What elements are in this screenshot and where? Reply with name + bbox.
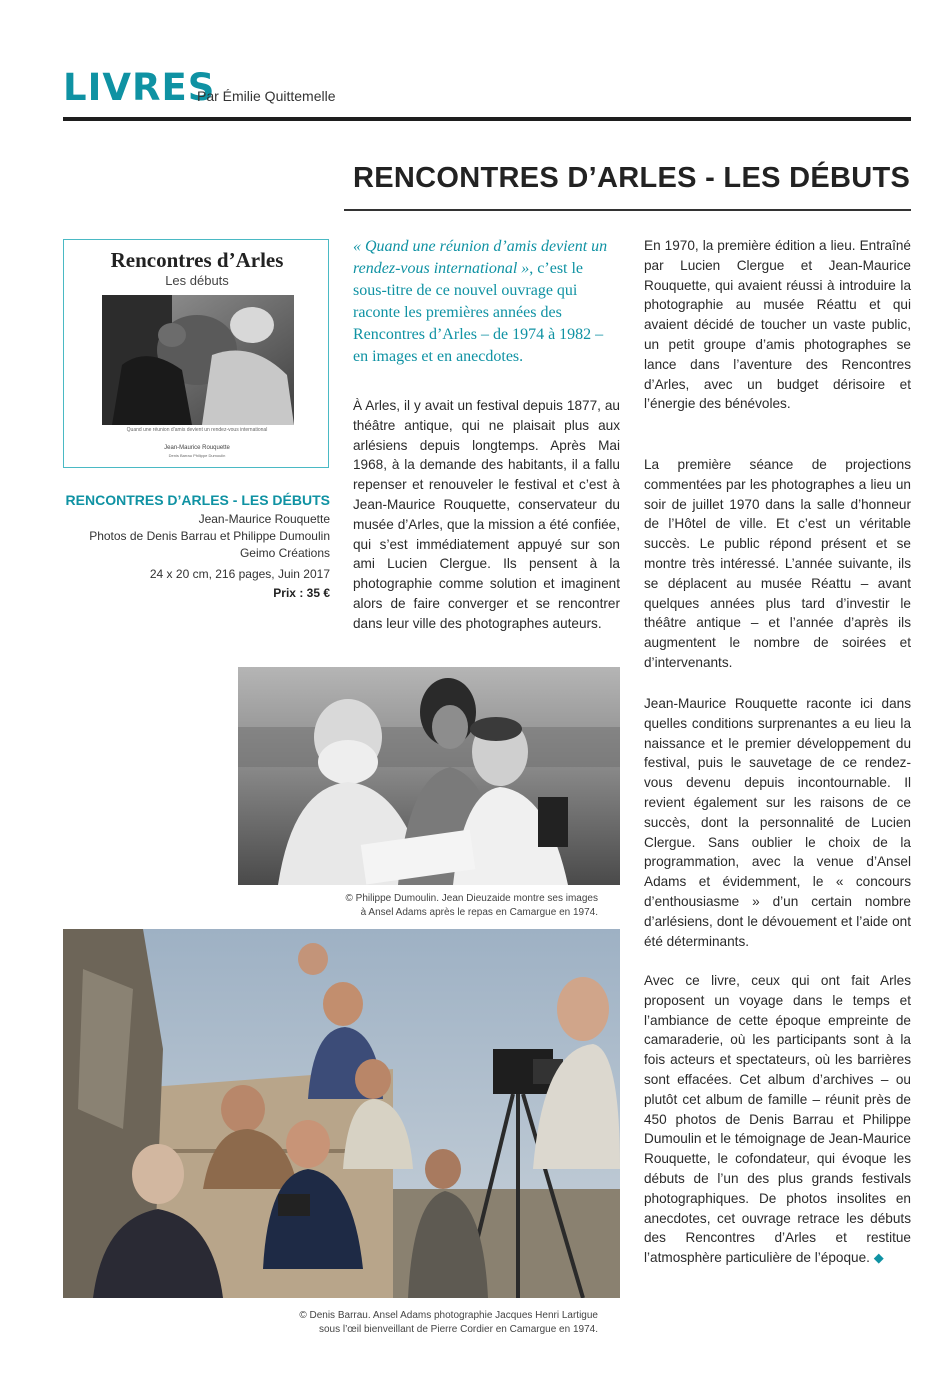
intro-rest: , c’est le sous-titre de ce nouvel ouvrage qui raconte les premières années des Rencontres d’Arles – de 1974 à 1982 – en images et en anecdotes. <box>353 260 604 365</box>
photo-dieuzaide-adams <box>238 667 620 885</box>
book-info-photos: Photos de Denis Barrau et Philippe Dumoulin <box>89 529 330 543</box>
photo-2-image <box>63 929 620 1298</box>
header-rule <box>63 117 911 121</box>
cover-photographers: Denis Barrau Philippe Dumoulin <box>168 453 226 458</box>
cover-title: Rencontres d’Arles <box>110 248 284 272</box>
book-info-details: 24 x 20 cm, 216 pages, Juin 2017 <box>149 567 330 581</box>
cover-tagline: Quand une réunion d’amis devient un rendez-vous international <box>126 427 268 433</box>
photo-2-caption-line-1: © Denis Barrau. Ansel Adams photographie Jacques Henri Lartigue <box>299 1310 598 1321</box>
photo-2-caption-line-2: sous l’œil bienveillant de Pierre Cordier en Camargue en 1974. <box>318 1324 598 1335</box>
cover-photo <box>102 295 294 425</box>
book-info-price: Prix : 35 € <box>273 586 330 600</box>
book-cover <box>63 239 329 468</box>
book-info-title: RENCONTRES D’ARLES - LES DÉBUTS <box>65 492 330 508</box>
book-info-author: Jean-Maurice Rouquette <box>198 512 330 526</box>
body-paragraph-2: En 1970, la première édition a lieu. Entraîné par Lucien Clergue et Jean-Maurice Rouquette, qui avaient réussi à introduire la photographie au musée Réattu et qui avaient décidé de toucher un vaste public, un petit groupe d’amis photographes se lance dans l’aventure des Rencontres d’Arles, avec un budget dérisoire et l’énergie des bénévoles. <box>644 238 911 412</box>
photo-1-caption-line-2: à Ansel Adams après le repas en Camargue en 1974. <box>360 907 598 918</box>
photo-1-image <box>238 667 620 885</box>
cover-subtitle: Les débuts <box>165 273 229 288</box>
intro-quote: « Quand une réunion d’amis devient un rendez-vous international » <box>353 238 608 277</box>
byline: Par Émilie Quittemelle <box>197 88 336 104</box>
cover-author: Jean-Maurice Rouquette <box>164 445 230 451</box>
photo-adams-lartigue <box>63 929 620 1298</box>
title-rule <box>344 209 911 211</box>
body-paragraph-5 <box>644 971 911 1268</box>
body-paragraph-5-text: Avec ce livre, ceux qui ont fait Arles proposent un voyage dans le temps et l’ambiance de cette époque empreinte de camaraderie, où les participants sont à la fois acteurs et spectateurs, où les barrières sont effacées. Cet album d’archives – ou plutôt cet album de famille – réunit près de 450 photos de Denis Barrau et Philippe Dumoulin et le témoignage de Jean-Maurice Rouquette, le cofondateur, qui évoque les débuts de l’un des plus grands festivals photographiques. De photos insolites en anecdotes, cet ouvrage retrace les débuts des Rencontres d’Arles et restitue l’atmosphère particulière de l’époque. <box>644 973 911 1266</box>
end-diamond-icon: ◆ <box>873 1250 884 1266</box>
body-paragraph-4: Jean-Maurice Rouquette raconte ici dans quelles conditions surprenantes a eu lieu la naissance et le premier développement du festival, puis le sauvetage de ce rendez-vous devenu depuis incontournable. Il revient également sur les raisons de ce succès, dont la personnalité de Lucien Clergue. Sans oublier le choix de la programmation, avec la venue d’Ansel Adams et évidemment, le « concours d’enthousiasme » d’un certain nombre d’arlésiens, dont le dévouement et l’aide ont été déterminants. <box>644 696 911 949</box>
body-paragraph-3: La première séance de projections commentées par les photographes a lieu un soir de juillet 1970 dans la salle d’honneur de l’Hôtel de ville. Et c’est un véritable succès. Le public répond présent et se montre très intéressé. L’année suivante, ils se déplacent au musée Réattu – avant quelques années plus tard d’investir le théâtre antique – et l’année d’après ils augmentent le nombre de soirées et d’intervenants. <box>644 457 911 670</box>
photo-1-caption-line-1: © Philippe Dumoulin. Jean Dieuzaide montre ses images <box>345 893 598 904</box>
book-info-publisher: Geimo Créations <box>239 546 330 560</box>
intro-paragraph <box>353 236 618 368</box>
article-title: RENCONTRES D’ARLES - LES DÉBUTS <box>353 162 911 194</box>
section-title: LIVRES <box>63 66 216 109</box>
body-paragraph-1: À Arles, il y avait un festival depuis 1877, au théâtre antique, qui ne plaisait plus aux arlésiens depuis longtemps. Après Mai 1968, à la demande des habitants, il a fallu repenser et renouveler le festival et c’est à Jean-Maurice Rouquette, conservateur du musée d’Arles, que la mission a été confiée, qui s’est immédiatement appuyé sur son ami Lucien Clergue. Ils pensent à la photographie comme solution et imaginent alors de faire converger et se rencontrer dans leur ville des photographes auteurs. <box>353 398 620 631</box>
